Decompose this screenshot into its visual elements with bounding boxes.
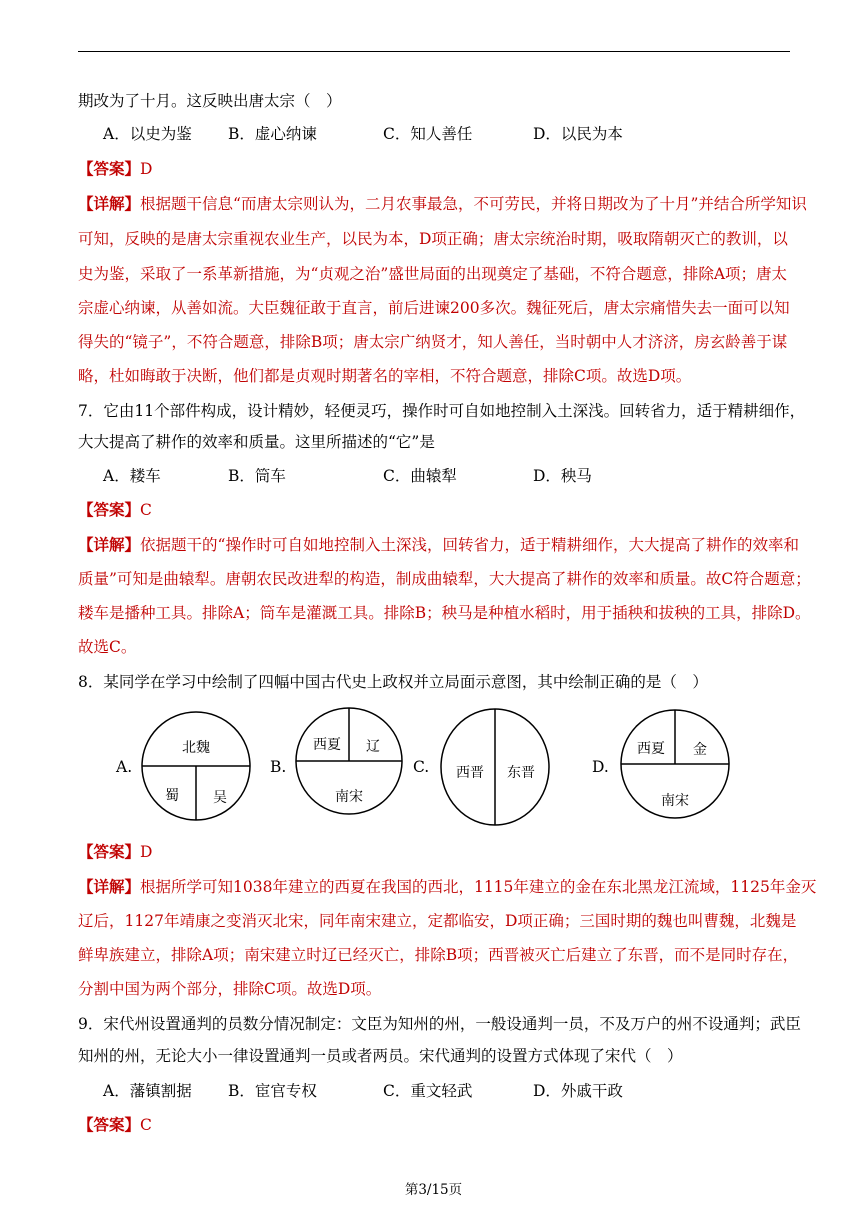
q7-option-a: A．耧车: [103, 467, 161, 485]
detail-text: 根据所学可知1038年建立的西夏在我国的西北，1115年建立的金在东北黑龙江流域，1125年金灭: [140, 878, 817, 896]
region-label: 西夏: [637, 741, 665, 757]
region-label: 金: [693, 742, 707, 758]
answer-value: C: [140, 1116, 152, 1134]
q8-answer: [78, 842, 152, 862]
q7-option-d: D．秧马: [533, 467, 592, 485]
q9-answer: [78, 1115, 152, 1135]
q9-stem-line: 9．宋代州设置通判的员数分情况制定：文臣为知州的州，一般设通判一员，不及万户的州不设通判；武臣: [78, 1015, 801, 1033]
region-label: 蜀: [165, 788, 179, 804]
q7-option-b: B．筒车: [228, 467, 286, 485]
diagram-a: [142, 712, 250, 820]
q6-option-d: D．以民为本: [533, 125, 623, 143]
q6-detail-line: 可知，反映的是唐太宗重视农业生产，以民为本，D项正确；唐太宗统治时期，吸取隋朝灭亡的教训，以: [78, 230, 788, 248]
q9-option-b: B．宦官专权: [228, 1082, 317, 1100]
diagram-a-label: A.: [116, 758, 133, 776]
q8-stem: 8．某同学在学习中绘制了四幅中国古代史上政权并立局面示意图，其中绘制正确的是（ ）: [78, 673, 708, 691]
q6-stem-tail: 期改为了十月。这反映出唐太宗（ ）: [78, 92, 342, 110]
detail-tag: 【详解】: [78, 194, 141, 213]
q7-detail-line: [78, 535, 799, 555]
diagram-b: [296, 708, 402, 814]
header-rule: [78, 51, 790, 52]
q9-stem-line: 知州的州，无论大小一律设置通判一员或者两员。宋代通判的设置方式体现了宋代（ ）: [78, 1047, 683, 1065]
diagram-c-label: C.: [413, 758, 430, 776]
q7-answer: [78, 500, 152, 520]
diagram-d: [621, 710, 729, 818]
diagram-c: [441, 709, 549, 825]
detail-text: 根据题干信息“而唐太宗则认为，二月农事最急，不可劳民，并将日期改为了十月”并结合所学知识: [140, 195, 807, 213]
q6-detail-line: 略，杜如晦敢于决断，他们都是贞观时期著名的宰相，不符合题意，排除C项。故选D项。: [78, 367, 692, 385]
q7-option-c: C．曲辕犁: [383, 467, 457, 485]
diagram-b-label: B.: [270, 758, 287, 776]
answer-tag: 【答案】: [78, 159, 141, 178]
detail-tag: 【详解】: [78, 535, 141, 554]
region-label: 辽: [366, 739, 380, 755]
answer-tag: 【答案】: [78, 1115, 141, 1134]
region-label: 南宋: [335, 789, 363, 805]
q7-detail-line: 质量”可知是曲辕犁。唐朝农民改进犁的构造，制成曲辕犁，大大提高了耕作的效率和质量。故C符合题意；: [78, 570, 811, 588]
region-label: 西晋: [456, 765, 484, 781]
q6-option-b: B．虚心纳谏: [228, 125, 317, 143]
q6-option-c: C．知人善任: [383, 125, 473, 143]
regime-diagrams: [0, 700, 867, 840]
region-label: 南宋: [661, 793, 689, 809]
region-label: 北魏: [182, 740, 210, 756]
q8-detail-line: 辽后，1127年靖康之变消灭北宋，同年南宋建立，定都临安，D项正确；三国时期的魏也叫曹魏，北魏是: [78, 912, 797, 930]
q9-option-a: A．藩镇割据: [103, 1082, 192, 1100]
diagram-d-label: D.: [592, 758, 609, 776]
q9-option-c: C．重文轻武: [383, 1082, 473, 1100]
region-label: 东晋: [507, 765, 535, 781]
detail-tag: 【详解】: [78, 877, 141, 896]
answer-tag: 【答案】: [78, 500, 141, 519]
q6-detail-line: [78, 194, 807, 214]
detail-text: 依据题干的“操作时可自如地控制入土深浅，回转省力，适于精耕细作，大大提高了耕作的效率和: [140, 536, 799, 554]
q6-option-a: A．以史为鉴: [103, 125, 192, 143]
region-label: 西夏: [313, 737, 341, 753]
q7-stem-line: 大大提高了耕作的效率和质量。这里所描述的“它”是: [78, 433, 435, 451]
q6-answer: [78, 159, 152, 179]
q7-detail-line: 耧车是播种工具。排除A；筒车是灌溉工具。排除B；秧马是种植水稻时，用于插秧和拔秧的工具，排除D。: [78, 604, 811, 622]
q7-detail-line: 故选C。: [78, 638, 137, 656]
q6-detail-line: 史为鉴，采取了一系革新措施，为“贞观之治”盛世局面的出现奠定了基础，不符合题意，排除A项；唐太: [78, 265, 788, 283]
q6-detail-line: 得失的“镜子”，不符合题意，排除B项；唐太宗广纳贤才，知人善任，当时朝中人才济济，房玄龄善于谋: [78, 333, 788, 351]
q9-option-d: D．外戚干政: [533, 1082, 623, 1100]
region-label: 吴: [213, 790, 227, 806]
q6-detail-line: 宗虚心纳谏，从善如流。大臣魏征敢于直言，前后进谏200多次。魏征死后，唐太宗痛惜失去一面可以知: [78, 299, 790, 317]
q8-detail-line: 鲜卑族建立，排除A项；南宋建立时辽已经灭亡，排除B项；西晋被灭亡后建立了东晋，而不是同时存在，: [78, 946, 799, 964]
q8-detail-line: [78, 877, 816, 897]
answer-tag: 【答案】: [78, 842, 141, 861]
answer-value: C: [140, 501, 152, 519]
answer-value: D: [140, 160, 153, 178]
answer-value: D: [140, 843, 153, 861]
q8-detail-line: 分割中国为两个部分，排除C项。故选D项。: [78, 980, 382, 998]
page-number: 第3/15页: [404, 1182, 463, 1198]
q7-stem-line: 7．它由11个部件构成，设计精妙，轻便灵巧，操作时可自如地控制入土深浅。回转省力，适于精耕细作，: [78, 402, 806, 420]
